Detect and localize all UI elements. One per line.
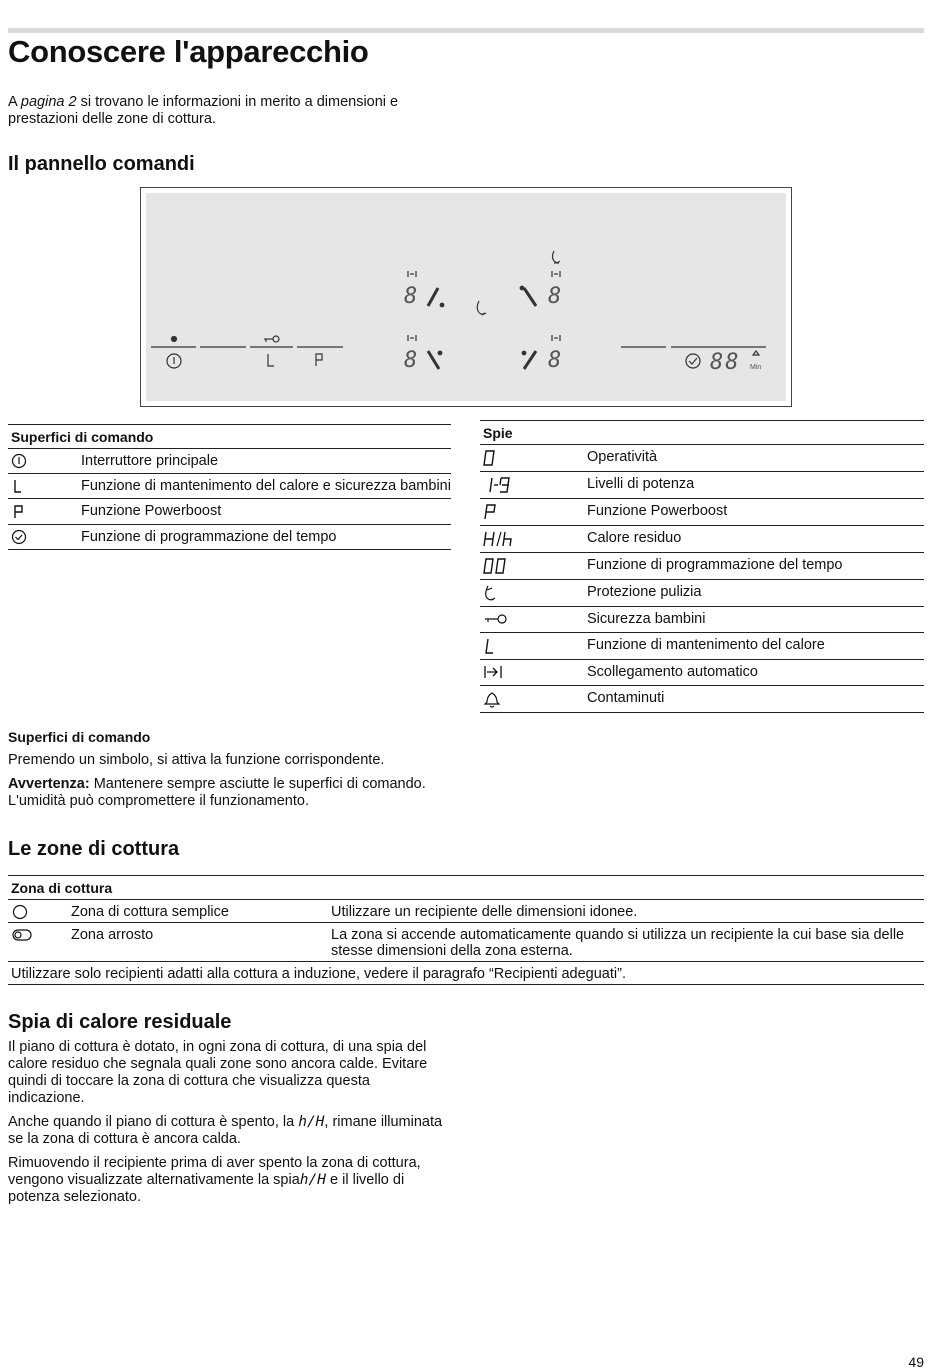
- warning-text: Avvertenza: Mantenere sempre asciutte le superfici di comando. L'umidità può compromettere il funzionamento.: [8, 776, 426, 809]
- row-label: Calore residuo: [587, 530, 682, 546]
- auto-off-icon: [552, 271, 560, 277]
- table-row: [8, 474, 451, 499]
- page-link[interactable]: pagina 2: [20, 94, 77, 110]
- zone-description: La zona si accende automaticamente quando si utilizza un recipiente la cui base sia delle stesse dimensioni della zona esterna.: [331, 927, 905, 960]
- row-label: Funzione di programmazione del tempo: [587, 557, 843, 573]
- intro-text: A pagina 2 si trovano le informazioni in merito a dimensioni e prestazioni delle zone di cottura.: [8, 94, 399, 127]
- zone-slider-top-left[interactable]: [428, 288, 438, 306]
- row-label: Funzione di mantenimento del calore: [587, 637, 825, 653]
- panel-heading: Il pannello comandi: [8, 153, 195, 175]
- row-label: Livelli di potenza: [587, 476, 695, 492]
- residual-heat-icon: [483, 530, 517, 548]
- powerboost-icon: [483, 503, 497, 521]
- row-label: Interruttore principale: [81, 453, 219, 469]
- table-row: [480, 607, 924, 633]
- zone-display-digit: 8: [404, 348, 418, 373]
- timer-digits-icon: [483, 557, 509, 575]
- timer-unit-label: Min: [750, 364, 762, 371]
- power-levels-icon: [483, 476, 513, 494]
- zones-footer-note: Utilizzare solo recipienti adatti alla cottura a induzione, vedere il paragrafo “Recipienti adeguati”.: [11, 966, 626, 983]
- wipe-protection-icon: [553, 251, 561, 263]
- controls-info: [8, 729, 448, 810]
- key-icon: [264, 336, 279, 342]
- bell-icon: [753, 351, 759, 355]
- table-row: [8, 524, 451, 549]
- auto-off-icon: [408, 335, 416, 341]
- powerboost-icon[interactable]: [316, 354, 322, 366]
- roasting-zone-icon: [11, 928, 33, 942]
- zone-name: Zona di cottura semplice: [71, 904, 229, 920]
- keep-warm-icon: [11, 478, 27, 494]
- table-row: [480, 553, 924, 580]
- zone-description: Utilizzare un recipiente delle dimensioni idonee.: [331, 904, 638, 920]
- residual-paragraph-1: Il piano di cottura è dotato, in ogni zona di cottura, di una spia del calore residuo che segnala quali zone sono ancora calde. Evitare quindi di toccare la zona di cottura che visualizza questa indicazione.: [8, 1039, 428, 1106]
- table-row: [8, 900, 924, 923]
- digit-zero-icon: [483, 449, 497, 467]
- row-label: Funzione Powerboost: [81, 503, 222, 520]
- controls-table: [8, 424, 451, 550]
- indicators-table-header: Spie: [483, 425, 513, 441]
- indicators-table: [480, 420, 924, 713]
- table-row: [480, 472, 924, 499]
- powerboost-icon: [11, 504, 27, 520]
- table-row: [8, 923, 924, 962]
- controls-table-header: Superfici di comando: [11, 429, 154, 445]
- auto-off-icon: [552, 335, 560, 341]
- power-icon[interactable]: [167, 354, 181, 368]
- timer-icon[interactable]: [686, 354, 700, 368]
- bell-icon: [483, 690, 501, 708]
- single-zone-icon: [11, 904, 29, 920]
- row-label: Sicurezza bambini: [587, 611, 706, 627]
- controls-info-heading: Superfici di comando: [8, 729, 151, 745]
- timer-display: 88: [710, 350, 741, 375]
- table-row: [480, 499, 924, 526]
- indicator-dot-icon: [172, 337, 177, 342]
- table-row: [480, 660, 924, 686]
- controls-info-text: Premendo un simbolo, si attiva la funzione corrispondente.: [8, 752, 385, 768]
- row-label: Funzione Powerboost: [587, 503, 728, 519]
- residual-heat-symbol: h/H: [299, 1172, 326, 1188]
- table-row: [8, 962, 924, 985]
- zone-display-digit: 8: [548, 284, 562, 309]
- table-row: [8, 499, 451, 524]
- residual-heading: Spia di calore residuale: [8, 1011, 232, 1033]
- control-panel-surface: [146, 193, 786, 401]
- timer-icon: [11, 529, 27, 545]
- zone-slider-bottom-left[interactable]: [428, 351, 439, 369]
- page-number: 49: [908, 1354, 924, 1370]
- auto-off-icon: [483, 664, 505, 680]
- row-label: Operatività: [587, 449, 658, 465]
- table-row: [480, 580, 924, 607]
- top-rule: [8, 28, 924, 33]
- row-label: Funzione di mantenimento del calore e sicurezza bambini: [81, 478, 451, 495]
- keep-warm-icon[interactable]: [268, 354, 274, 366]
- table-row: [8, 449, 451, 474]
- zones-heading: Le zone di cottura: [8, 838, 180, 860]
- residual-paragraph-3: Rimuovendo il recipiente prima di aver spento la zona di cottura, vengono visualizzate alternativamente la spiah/H e il livello di potenza selezionato.: [8, 1155, 421, 1205]
- wipe-protection-icon: [483, 584, 497, 602]
- wipe-protection-button[interactable]: [477, 301, 486, 315]
- zones-table-header: Zona di cottura: [11, 880, 113, 896]
- power-icon: [11, 453, 27, 469]
- residual-paragraph-2: Anche quando il piano di cottura è spento, la h/H, rimane illuminata se la zona di cottura è ancora calda.: [8, 1114, 443, 1147]
- row-label: Contaminuti: [587, 690, 665, 706]
- table-row: [480, 526, 924, 553]
- table-row: [480, 686, 924, 713]
- zone-display-digit: 8: [548, 348, 562, 373]
- page-title: Conoscere l'apparecchio: [8, 34, 369, 69]
- row-label: Scollegamento automatico: [587, 664, 758, 680]
- keep-warm-icon: [483, 637, 497, 655]
- zones-table: [8, 875, 924, 985]
- residual-text: [8, 1039, 448, 1206]
- row-label: Funzione di programmazione del tempo: [81, 528, 337, 545]
- table-row: [480, 633, 924, 660]
- auto-off-icon: [408, 271, 416, 277]
- control-panel-illustration: [140, 187, 792, 407]
- row-label: Protezione pulizia: [587, 584, 702, 600]
- zone-display-digit: 8: [404, 284, 418, 309]
- table-row: [480, 445, 924, 472]
- key-icon: [483, 612, 509, 626]
- residual-heat-symbol: h/H: [298, 1114, 325, 1130]
- zone-name: Zona arrosto: [71, 927, 154, 944]
- zone-slider-top-right[interactable]: [524, 288, 536, 306]
